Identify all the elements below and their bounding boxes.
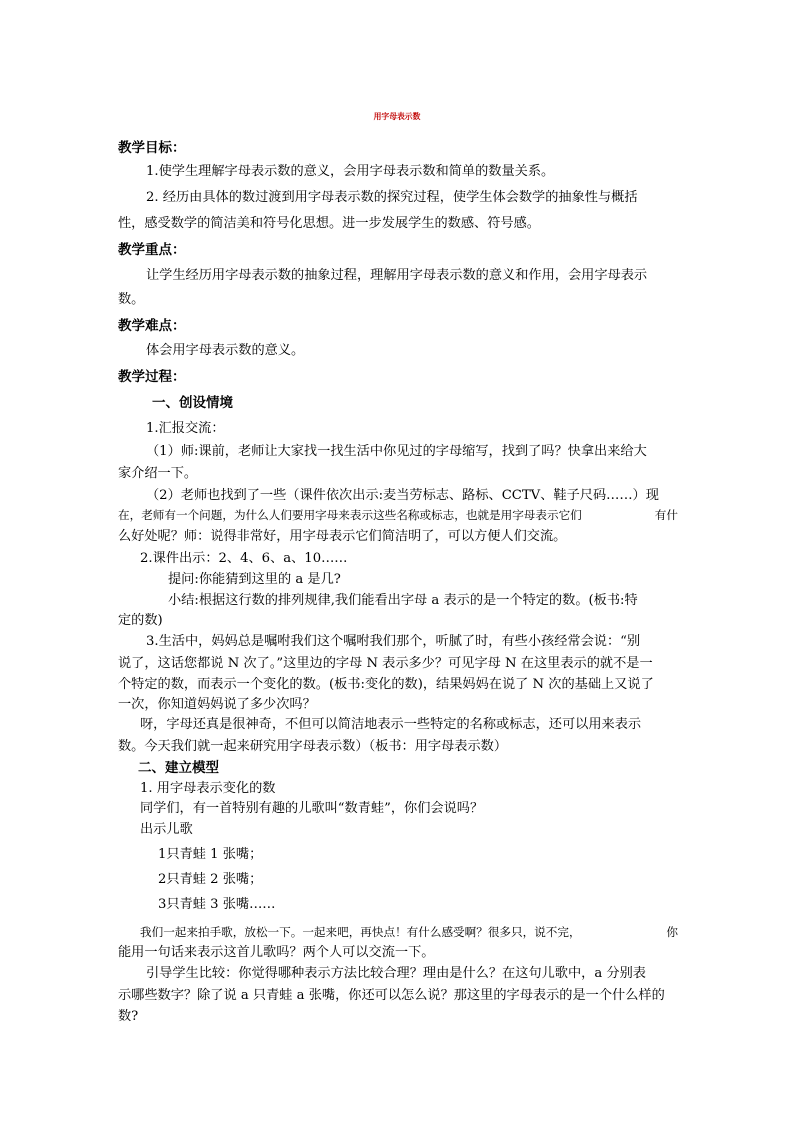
p1-slides-line-2-right: 有什	[654, 508, 678, 522]
p2-summary-line-1: 小结:根据这行数的排列规律,我们能看出字母 a 表示的是一个特定的数。(板书:特	[168, 593, 638, 608]
p2-summary-line-2: 定的数)	[118, 613, 163, 628]
p4-line-1: 呀，字母还真是很神奇，不但可以简洁地表示一些特定的名称或标志，还可以用来表示	[140, 717, 642, 732]
model-5: 能用一句话来表示这首儿歌吗？两个人可以交流一下。	[118, 945, 435, 960]
key-point-line-2: 数。	[118, 292, 145, 307]
p3-line-3: 个特定的数，而表示一个变化的数。(板书:变化的数)，结果妈妈在说了 N 次的基础上又说了	[118, 677, 654, 692]
goal-1: 1.使学生理解字母表示数的意义，会用字母表示数和简单的数量关系。	[146, 164, 555, 179]
part-2-heading: 二、建立模型	[138, 760, 219, 776]
p1-slides-line-2-left: 在，老师有一个问题，为什么人们要用字母来表示这些名称或标志，也就是用字母表示它们	[118, 508, 582, 522]
p1-teacher-line-1: （1）师:课前，老师让大家找一找生活中你见过的字母缩写，找到了吗？快拿出来给大	[146, 444, 647, 459]
model-6-line-1: 引导学生比较：你觉得哪种表示方法比较合理？理由是什么？在这句儿歌中，a 分别表	[146, 966, 646, 981]
p2-question: 提问:你能猜到这里的 a 是几?	[168, 572, 341, 587]
model-1: 1. 用字母表示变化的数	[140, 781, 276, 796]
model-3: 出示儿歌	[140, 822, 193, 837]
song-line-1: 1只青蛙 1 张嘴；	[158, 847, 263, 862]
goal-2-line-2: 性，感受数学的简洁美和符号化思想。进一步发展学生的数感、符号感。	[118, 216, 540, 231]
goals-heading: 教学目标：	[118, 140, 186, 156]
p1-slides-line-3: 么好处呢？师：说得非常好，用字母表示它们简洁明了，可以方便人们交流。	[118, 529, 567, 544]
model-6-line-3: 数?	[118, 1009, 139, 1024]
process-heading: 教学过程：	[118, 369, 186, 385]
p1-slides-line-2	[118, 506, 678, 524]
p1-report: 1.汇报交流：	[146, 421, 225, 436]
p3-line-1: 3.生活中，妈妈总是嘱咐我们这个嘱咐我们那个，听腻了时，有些小孩经常会说：“别	[146, 634, 641, 649]
part-1-heading: 一、创设情境	[152, 395, 233, 411]
song-line-3: 3只青蛙 3 张嘴……	[158, 897, 276, 912]
p3-line-4: 一次，你知道妈妈说了多少次吗？	[118, 697, 316, 712]
p1-teacher-line-2: 家介绍一下。	[118, 466, 198, 481]
model-6-line-2: 示哪些数字？除了说 a 只青蛙 a 张嘴，你还可以怎么说？那这里的字母表示的是一个什么样的	[118, 988, 665, 1003]
key-point-heading: 教学重点：	[118, 242, 186, 258]
goal-2-line-1: 2. 经历由具体的数过渡到用字母表示数的探究过程，使学生体会数学的抽象性与概括	[146, 190, 638, 205]
difficulty-heading: 教学难点：	[118, 318, 186, 334]
p1-slides-line-1: （2）老师也找到了一些（课件依次出示:麦当劳标志、路标、CCTV、鞋子尺码……）现	[146, 488, 659, 503]
model-4	[140, 923, 678, 941]
p2-slide: 2.课件出示：2、4、6、a、10……	[140, 551, 348, 566]
p3-line-2: 说了，这话您都说 N 次了。”这里边的字母 N 表示多少？可见字母 N 在这里表示的就不是一	[118, 656, 653, 671]
model-4-left: 我们一起来拍手歌，放松一下。一起来吧，再快点！有什么感受啊？很多只，说不完，	[140, 925, 581, 939]
model-2: 同学们，有一首特别有趣的儿歌叫“数青蛙”，你们会说吗？	[140, 801, 484, 816]
song-line-2: 2只青蛙 2 张嘴；	[158, 872, 263, 887]
document-title: 用字母表示数	[373, 112, 421, 121]
model-4-right: 你	[666, 925, 678, 939]
key-point-line-1: 让学生经历用字母表示数的抽象过程，理解用字母表示数的意义和作用，会用字母表示	[146, 268, 648, 283]
difficulty-text: 体会用字母表示数的意义。	[146, 343, 305, 358]
p4-line-2: 数。今天我们就一起来研究用字母表示数）（板书：用字母表示数）	[118, 739, 508, 754]
